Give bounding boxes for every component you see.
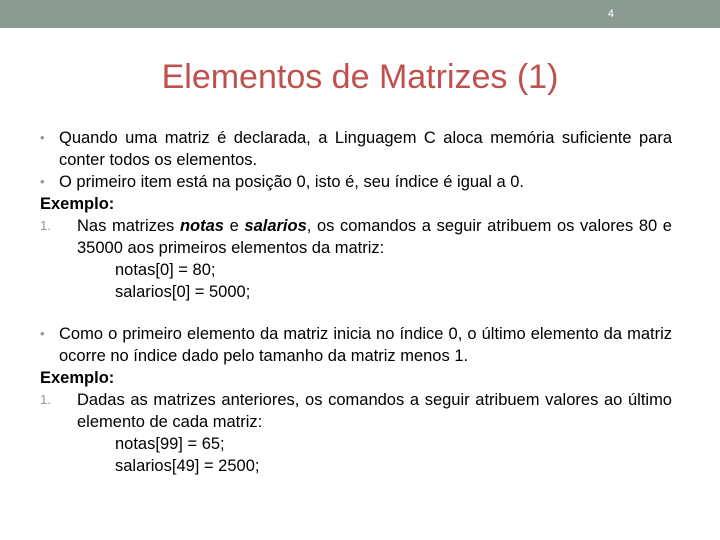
code-line: notas[0] = 80; xyxy=(115,261,216,279)
bullet-icon: • xyxy=(40,130,45,145)
page-number: 4 xyxy=(607,8,614,20)
bullet-text: Quando uma matriz é declarada, a Linguagem C aloca memória suficiente para conter todos os elementos. xyxy=(59,129,672,169)
spacer xyxy=(40,303,672,323)
bullet-icon: • xyxy=(40,326,45,341)
bullet-item xyxy=(40,127,672,171)
item-number: 1. xyxy=(40,392,51,407)
numbered-item xyxy=(40,389,672,433)
bullet-item xyxy=(40,323,672,367)
item-number: 1. xyxy=(40,218,51,233)
example-label: Exemplo: xyxy=(40,369,115,387)
header-bar xyxy=(0,0,720,28)
slide-title: Elementos de Matrizes (1) xyxy=(161,58,559,96)
slide-content xyxy=(40,127,672,477)
example-label: Exemplo: xyxy=(40,195,115,213)
code-line: notas[99] = 65; xyxy=(115,435,225,453)
emphasis-salarios: salarios xyxy=(244,217,307,235)
bullet-item xyxy=(40,171,672,193)
bullet-text: Como o primeiro elemento da matriz inicia no índice 0, o último elemento da matriz ocorre no índice dado pelo tamanho da matriz menos 1. xyxy=(59,325,672,365)
bullet-icon: • xyxy=(40,174,45,189)
code-line: salarios[49] = 2500; xyxy=(115,457,260,475)
item-text: Nas matrizes notas e salarios, os comandos a seguir atribuem os valores 80 e 35000 aos primeiros elementos da matriz: xyxy=(77,217,672,257)
code-line: salarios[0] = 5000; xyxy=(115,283,251,301)
bullet-text: O primeiro item está na posição 0, isto é, seu índice é igual a 0. xyxy=(59,173,524,191)
numbered-item xyxy=(40,215,672,259)
emphasis-notas: notas xyxy=(179,217,224,235)
item-text: Dadas as matrizes anteriores, os comandos a seguir atribuem valores ao último elemento de cada matriz: xyxy=(77,391,672,431)
